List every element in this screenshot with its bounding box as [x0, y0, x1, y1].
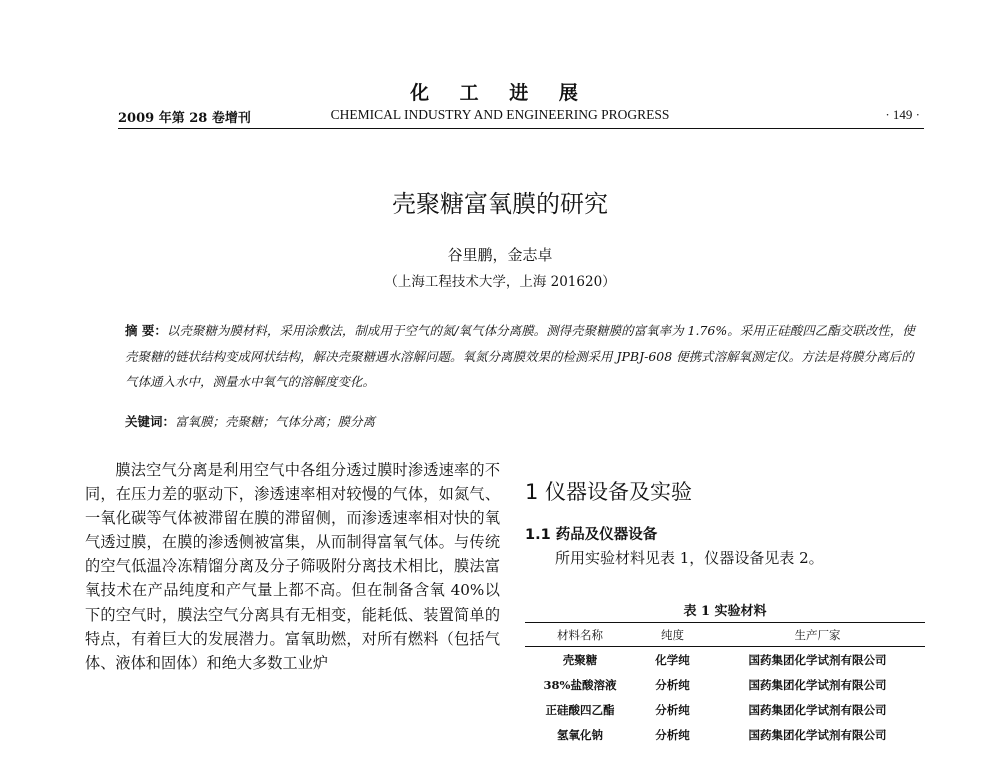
table-row — [525, 672, 925, 697]
issue-info: 2009 年第 28 卷增刊 — [118, 111, 251, 126]
table-row — [525, 647, 925, 673]
abstract-text: 以壳聚糖为膜材料，采用涂敷法，制成用于空气的氮/氧气体分离膜。测得壳聚糖膜的富氧率为 1.76%。采用正硅酸四乙酯交联改性，使壳聚糖的链状结构变成网状结构，解决壳聚糖遇水溶解问题。氧氮分离膜效果的检测采用 JPBJ-608 便携式溶解氧测定仪。方法是将膜分离后的气体通入水中，测量水中氧气的溶解度变化。 — [125, 323, 915, 389]
section-1-heading: 1 仪器设备及实验 — [525, 480, 693, 504]
table-cell: 氢氧化钠 — [557, 727, 603, 742]
table-row — [525, 722, 925, 747]
table-cell: 国药集团化学试剂有限公司 — [748, 677, 887, 692]
section-1-1-heading: 1.1 药品及仪器设备 — [525, 527, 658, 543]
page-number: · 149 · — [885, 107, 920, 122]
paper-title: 壳聚糖富氧膜的研究 — [392, 190, 608, 218]
header-rule — [118, 128, 924, 129]
keywords-label: 关键词： — [125, 414, 176, 429]
table-header-cell: 材料名称 — [525, 623, 635, 647]
table-cell: 正硅酸四乙酯 — [545, 702, 615, 717]
table-cell: 壳聚糖 — [562, 652, 598, 667]
journal-title-en: CHEMICAL INDUSTRY AND ENGINEERING PROGRESS — [330, 107, 670, 122]
intro-paragraph: 膜法空气分离是利用空气中各组分透过膜时渗透速率的不同，在压力差的驱动下，渗透速率相对较慢的气体，如氮气、一氧化碳等气体被滞留在膜的滞留侧，而渗透速率相对快的氧气透过膜，在膜的渗透侧被富集，从而制得富氧气体。与传统的空气低温冷冻精馏分离及分子筛吸附分离技术相比，膜法富氧技术在产品纯度和产气量上都不高。但在制备含氧 40%以下的空气时，膜法空气分离具有无相变，能耗低、装置简单的特点，有着巨大的发展潜力。富氧助燃，对所有燃料（包括气体、液体和固体）和绝大多数工业炉 — [85, 461, 500, 672]
table-cell: 国药集团化学试剂有限公司 — [748, 727, 887, 742]
table-cell: 38%盐酸溶液 — [543, 677, 617, 692]
table-cell: 分析纯 — [655, 727, 690, 742]
keywords — [125, 412, 915, 430]
journal-title-cn: 化 工 进 展 — [410, 82, 590, 104]
table-cell: 化学纯 — [655, 652, 690, 667]
table-1 — [525, 622, 925, 747]
paper-affiliation: （上海工程技术大学，上海 201620） — [384, 274, 616, 290]
section-1-1-text: 所用实验材料见表 1，仪器设备见表 2。 — [555, 549, 824, 567]
table-cell: 分析纯 — [655, 677, 690, 692]
table-cell: 国药集团化学试剂有限公司 — [748, 702, 887, 717]
table-1-caption: 表 1 实验材料 — [683, 604, 767, 619]
table-cell: 分析纯 — [655, 702, 690, 717]
table-header-row — [525, 623, 925, 647]
paper-authors: 谷里鹏，金志卓 — [447, 246, 553, 264]
table-header-cell: 生产厂家 — [710, 623, 925, 647]
abstract — [125, 318, 915, 395]
table-header-cell: 纯度 — [635, 623, 710, 647]
table-cell: 国药集团化学试剂有限公司 — [748, 652, 887, 667]
keywords-text: 富氧膜；壳聚糖；气体分离；膜分离 — [175, 414, 376, 429]
abstract-label: 摘 要： — [125, 323, 167, 338]
table-row — [525, 697, 925, 722]
